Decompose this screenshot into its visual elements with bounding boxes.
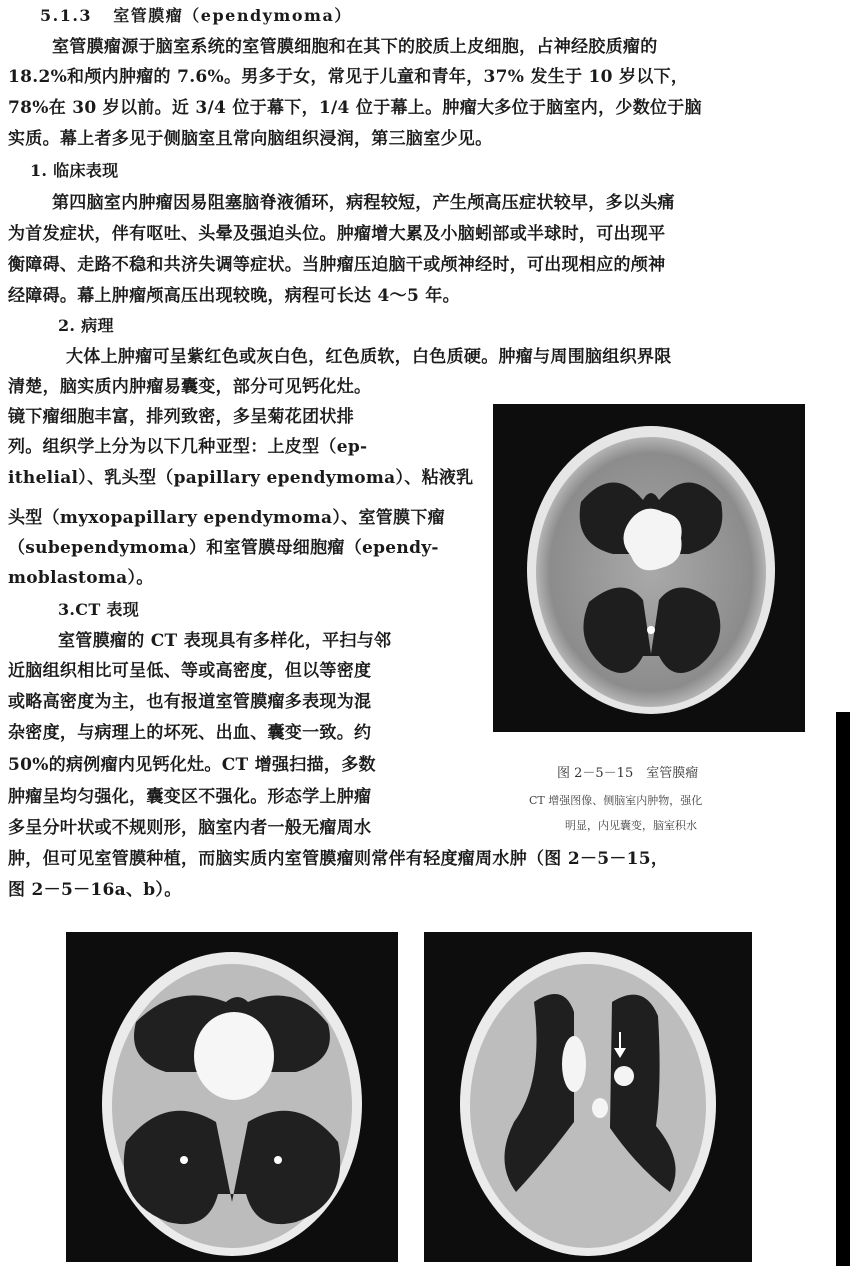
figure-caption-line-1: CT 增强图像、侧脑室内肿物，强化 — [529, 794, 703, 807]
pathology-line-4: 列。组织学上分为以下几种亚型：上皮型（ep- — [8, 437, 368, 457]
clinical-line-3: 衡障碍、走路不稳和共济失调等症状。当肿瘤压迫脑干或颅神经时，可出现相应的颅神 — [8, 255, 666, 275]
pathology-heading: 2. 病理 — [58, 316, 114, 335]
clinical-line-4: 经障碍。幕上肿瘤颅高压出现较晚，病程可长达 4～5 年。 — [8, 286, 460, 306]
ct-line-7: 多呈分叶状或不规则形，脑室内者一般无瘤周水 — [8, 818, 372, 838]
intro-line-3: 78%在 30 岁以前。近 3/4 位于幕下，1/4 位于幕上。肿瘤大多位于脑室内，少数位于脑 — [8, 98, 702, 118]
clinical-heading: 1. 临床表现 — [30, 161, 119, 180]
ct-line-2: 近脑组织相比可呈低、等或高密度，但以等密度 — [8, 661, 372, 681]
pathology-line-2: 清楚，脑实质内肿瘤易囊变，部分可见钙化灶。 — [8, 377, 372, 397]
clinical-line-1: 第四脑室内肿瘤因易阻塞脑脊液循环，病程较短，产生颅高压症状较早，多以头痛 — [52, 193, 675, 213]
figure-caption-title: 图 2－5－15 室管膜瘤 — [557, 766, 699, 781]
intro-line-2: 18.2%和颅内肿瘤的 7.6%。男多于女，常见于儿童和青年，37% 发生于 10 岁以下， — [8, 67, 689, 87]
ct-scan-figure-2-5-15 — [493, 404, 805, 732]
ct-line-9: 图 2－5－16a、b）。 — [8, 880, 182, 900]
figure-caption-line-2: 明显，内见囊变，脑室积水 — [565, 819, 697, 832]
scan-edge-bar — [836, 712, 850, 1266]
ct-line-4: 杂密度，与病理上的坏死、出血、囊变一致。约 — [8, 723, 372, 743]
intro-line-1: 室管膜瘤源于脑室系统的室管膜细胞和在其下的胶质上皮细胞，占神经胶质瘤的 — [52, 37, 658, 57]
ct-line-3: 或略高密度为主，也有报道室管膜瘤多表现为混 — [8, 692, 372, 712]
ct-heading: 3.CT 表现 — [58, 600, 140, 619]
ct-line-5: 50%的病例瘤内见钙化灶。CT 增强扫描，多数 — [8, 755, 376, 775]
pathology-line-1: 大体上肿瘤可呈紫红色或灰白色，红色质软，白色质硬。肿瘤与周围脑组织界限 — [66, 347, 672, 367]
ct-scan-figure-2-5-16b — [424, 932, 752, 1262]
pathology-line-7: （subependymoma）和室管膜母细胞瘤（ependy- — [8, 538, 439, 558]
section-title: 室管膜瘤（ependymoma） — [113, 6, 352, 25]
section-heading — [40, 5, 352, 27]
ct-line-8: 肿，但可见室管膜种植，而脑实质内室管膜瘤则常伴有轻度瘤周水肿（图 2－5－15， — [8, 849, 669, 869]
intro-line-4: 实质。幕上者多见于侧脑室且常向脑组织浸润，第三脑室少见。 — [8, 129, 493, 149]
ct-line-6: 肿瘤呈均匀强化，囊变区不强化。形态学上肿瘤 — [8, 787, 372, 807]
pathology-line-6: 头型（myxopapillary ependymoma）、室管膜下瘤 — [8, 508, 445, 528]
pathology-line-8: moblastoma）。 — [8, 568, 154, 588]
section-number: 5.1.3 — [40, 6, 93, 25]
pathology-line-3: 镜下瘤细胞丰富，排列致密，多呈菊花团状排 — [8, 407, 354, 427]
ct-line-1: 室管膜瘤的 CT 表现具有多样化，平扫与邻 — [58, 631, 392, 651]
pathology-line-5: ithelial）、乳头型（papillary ependymoma）、粘液乳 — [8, 468, 474, 488]
clinical-line-2: 为首发症状，伴有呕吐、头晕及强迫头位。肿瘤增大累及小脑蚓部或半球时，可出现平 — [8, 224, 666, 244]
ct-scan-figure-2-5-16a — [66, 932, 398, 1262]
